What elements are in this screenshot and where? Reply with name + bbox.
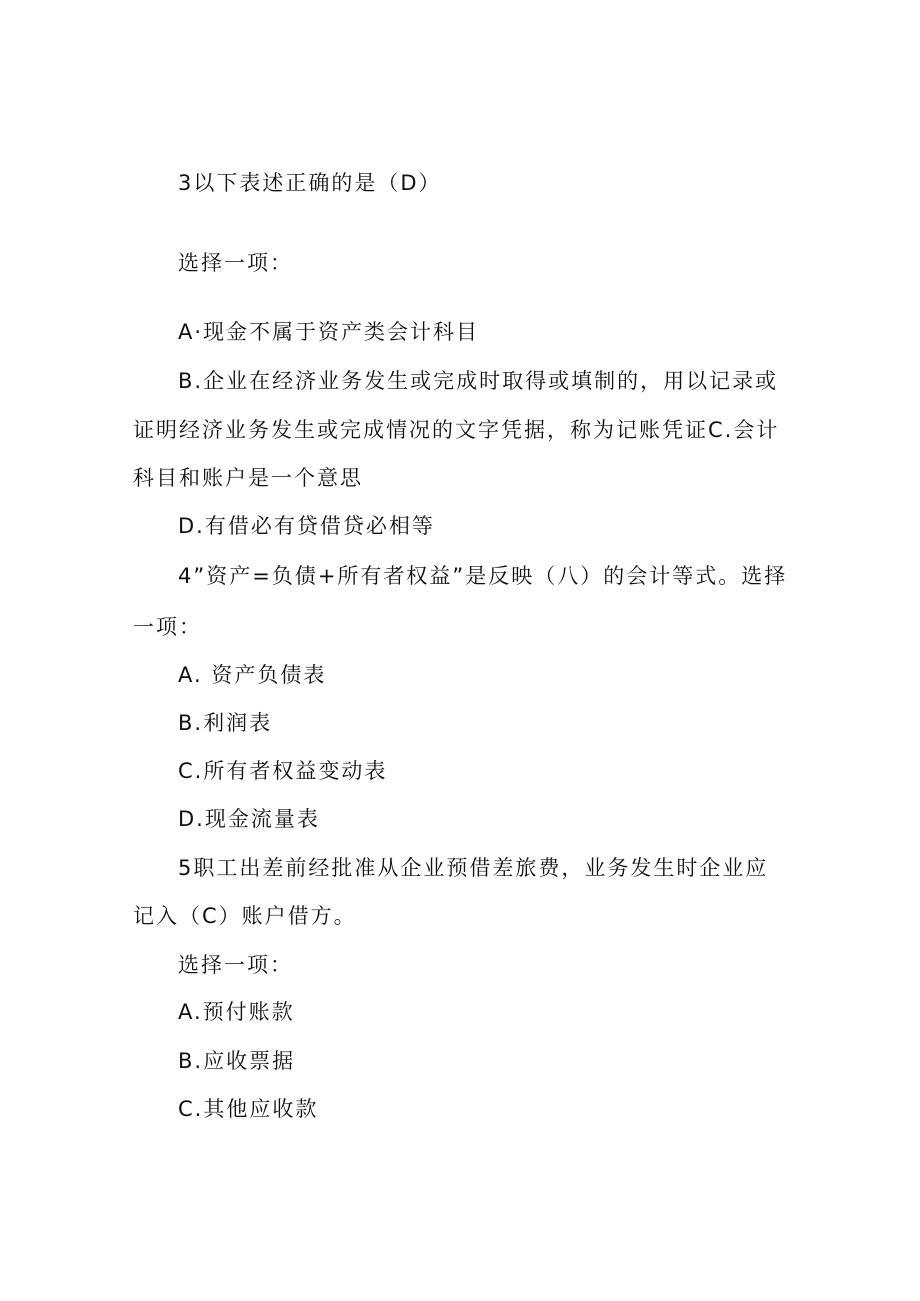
question-3-option-a: A·现金不属于资产类会计科目 xyxy=(178,320,480,344)
question-4-title-line-2: 一项： xyxy=(133,615,202,639)
question-5-option-b: B.应收票据 xyxy=(178,1049,296,1073)
question-5-title-line-2: 记入（C）账户借方。 xyxy=(133,904,357,928)
question-3-prompt: 选择一项： xyxy=(178,251,293,275)
question-3-option-b-line-2: 证明经济业务发生或完成情况的文字凭据，称为记账凭证C.会计 xyxy=(133,418,780,442)
question-4-option-b: B.利润表 xyxy=(178,711,273,735)
question-4-title-line-1: 4”资产=负债+所有者权益”是反映（八）的会计等式。选择 xyxy=(178,564,788,588)
question-5-title-line-1: 5职工出差前经批准从企业预借差旅费，业务发生时企业应 xyxy=(178,856,769,880)
question-4-option-c: C.所有者权益变动表 xyxy=(178,759,388,783)
question-4-option-a: A. 资产负债表 xyxy=(178,663,327,687)
question-5-option-a: A.预付账款 xyxy=(178,1000,295,1024)
question-5-prompt: 选择一项： xyxy=(178,953,293,977)
question-3-option-b-line-1: B.企业在经济业务发生或完成时取得或填制的，用以记录或 xyxy=(178,369,779,393)
question-4-option-d: D.现金流量表 xyxy=(178,807,320,831)
question-3-option-d: D.有借必有贷借贷必相等 xyxy=(178,514,435,538)
question-3-option-b-line-3: 科目和账户是一个意思 xyxy=(133,466,363,490)
question-5-option-c: C.其他应收款 xyxy=(178,1097,319,1121)
question-3-title: 3以下表述正确的是（D） xyxy=(178,171,442,195)
